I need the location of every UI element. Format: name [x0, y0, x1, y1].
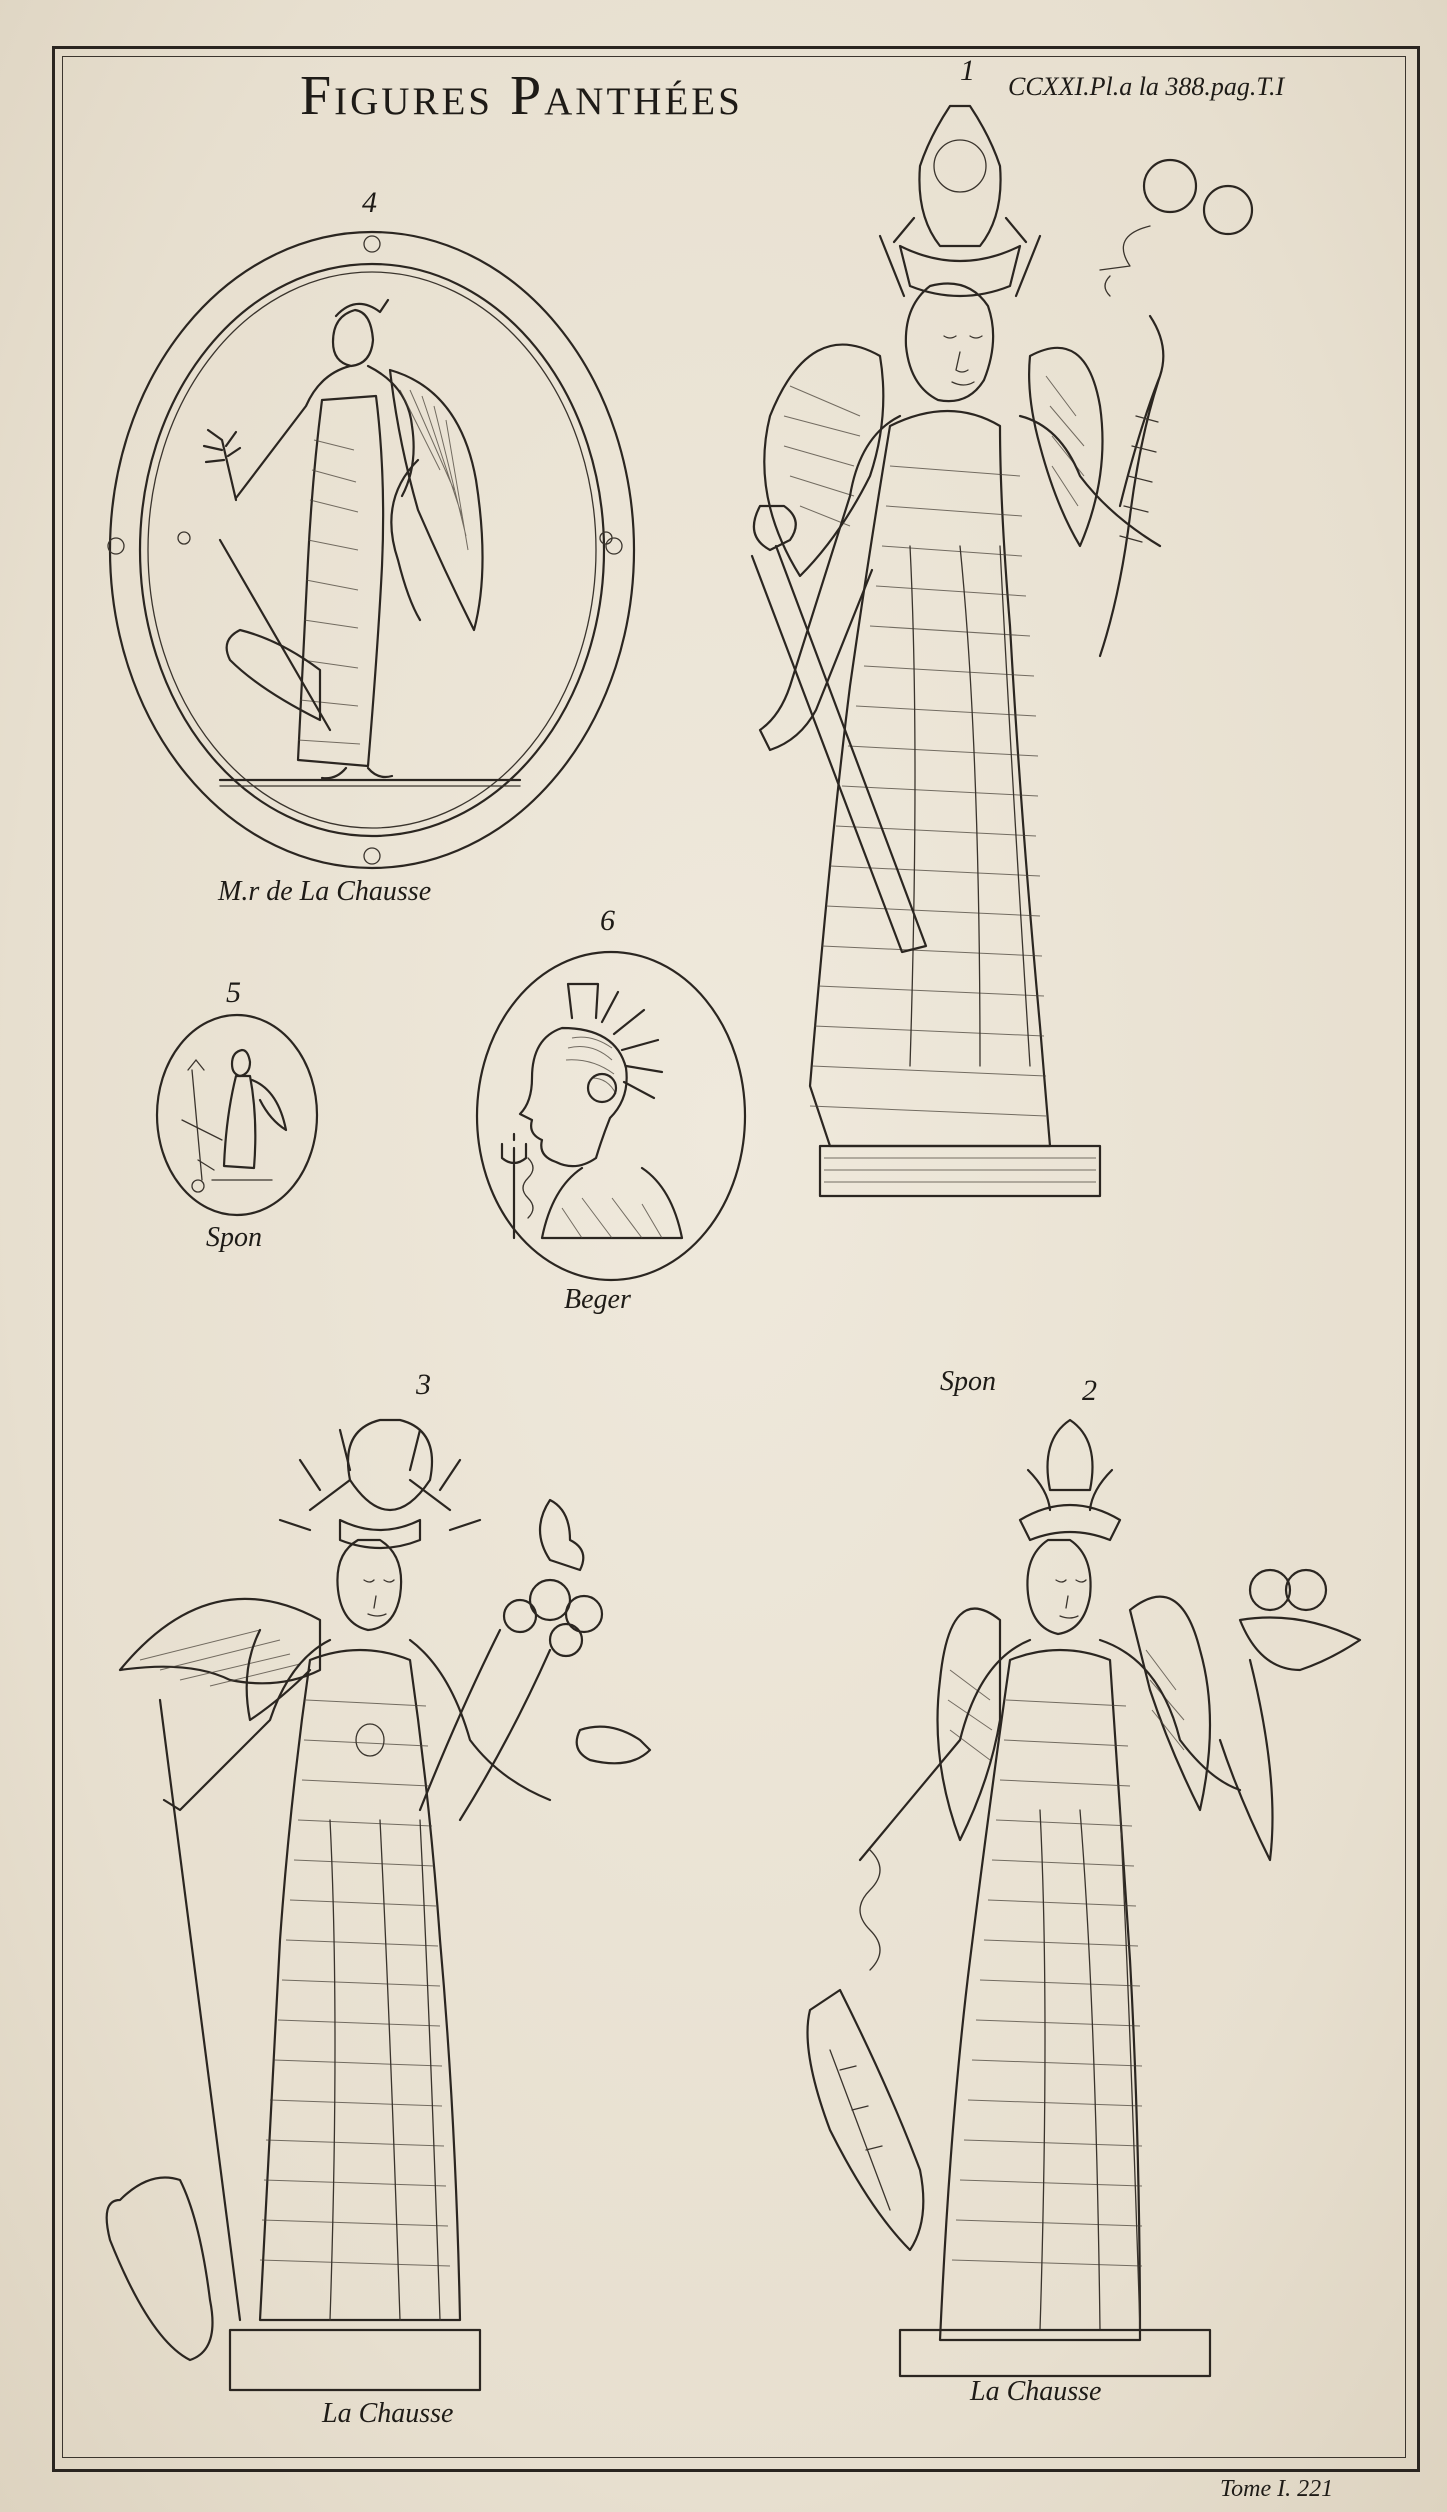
figure-1-number: 1 [960, 54, 975, 87]
figure-3-caption: La Chausse [322, 2398, 454, 2429]
plate-footer-volume: Tome I. 221 [1220, 2476, 1334, 2502]
figure-2-caption: La Chausse [970, 2376, 1102, 2407]
figure-4-caption: M.r de La Chausse [218, 876, 432, 907]
figure-3-statue-engraving [80, 1400, 720, 2410]
figure-5-gem-engraving [152, 1010, 322, 1220]
figure-4-gem-engraving [100, 220, 650, 880]
figure-2-statue-engraving [800, 1410, 1380, 2380]
figure-1-caption: Spon [940, 1366, 996, 1397]
plate-reference: CCXXI.Pl.a la 388.pag.T.I [1008, 72, 1285, 101]
figure-4-number: 4 [362, 186, 377, 219]
plate-title: Figures Panthées [300, 65, 743, 127]
figure-6-number: 6 [600, 904, 615, 937]
figure-3-number: 3 [416, 1368, 431, 1401]
figure-5-caption: Spon [206, 1222, 262, 1253]
figure-6-caption: Beger [564, 1284, 631, 1315]
figure-1-statue-engraving [700, 86, 1360, 1366]
figure-5-number: 5 [226, 976, 241, 1009]
figure-2-number: 2 [1082, 1374, 1097, 1407]
